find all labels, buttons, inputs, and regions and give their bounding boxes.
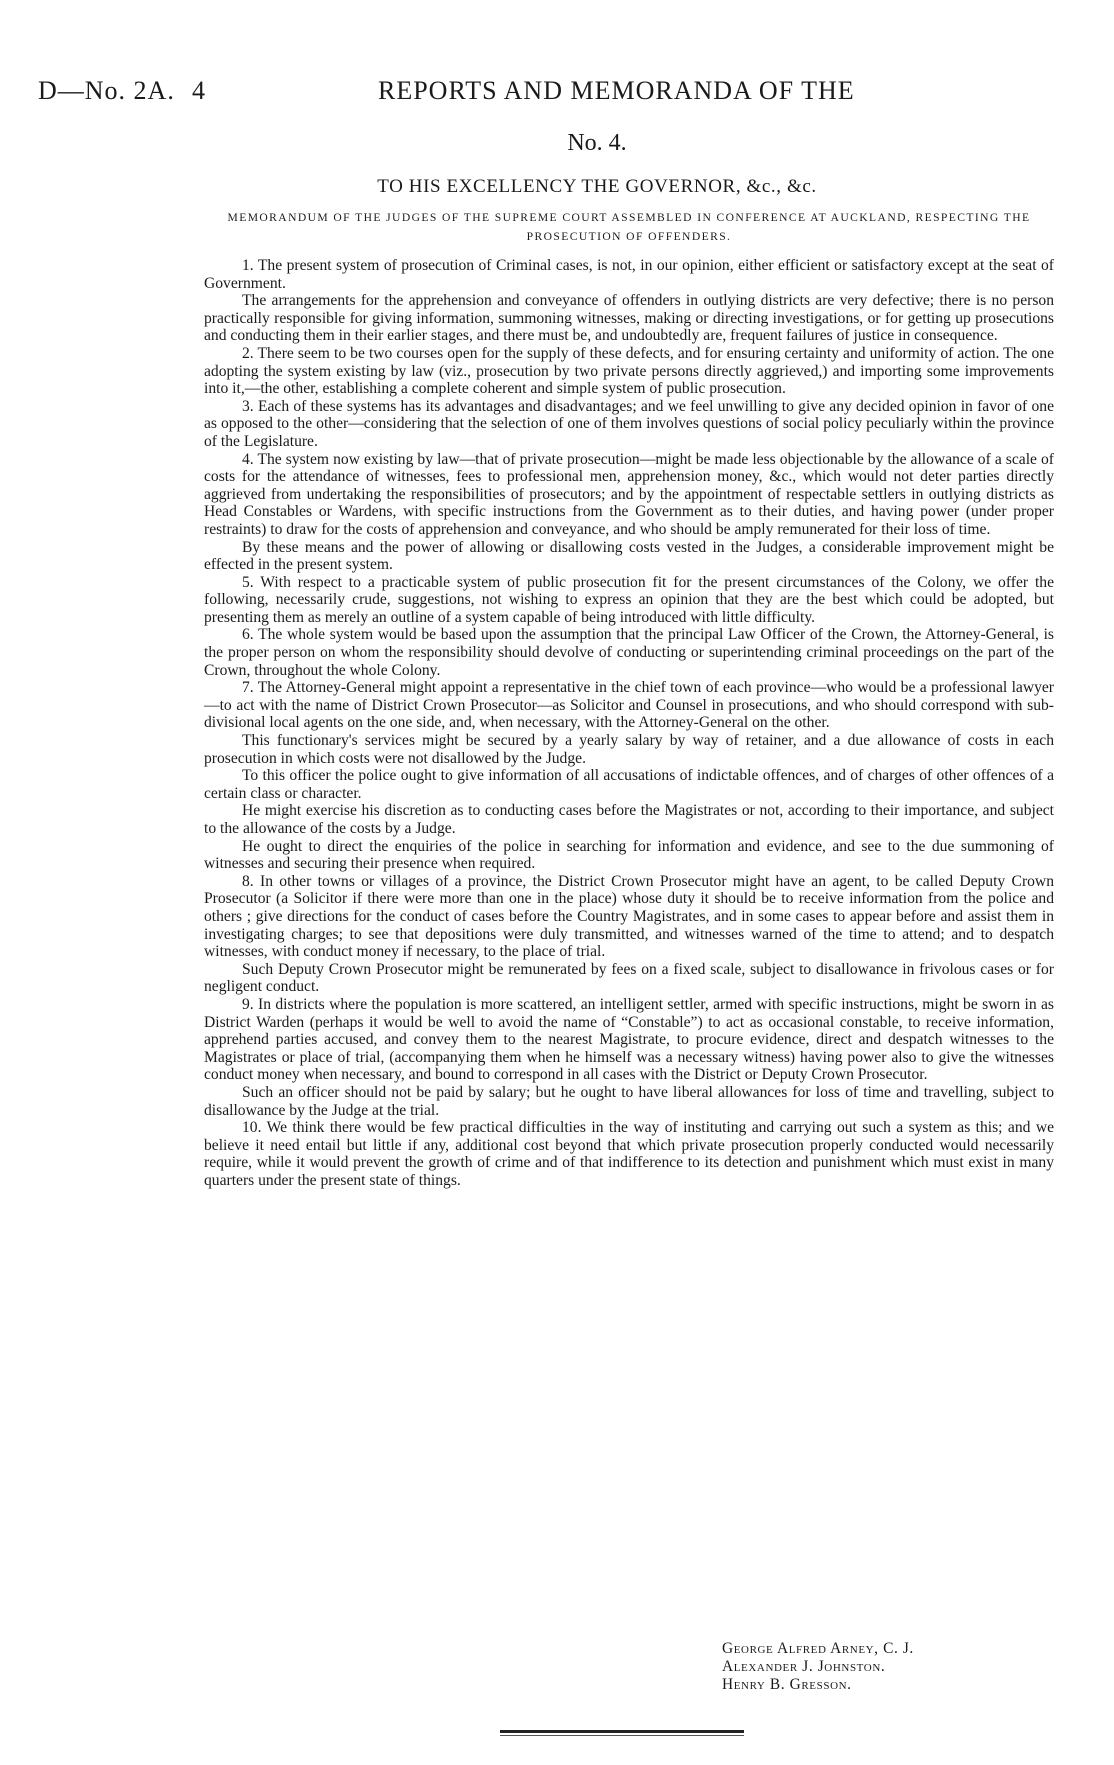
signatory-name: Alexander J. Johnston. <box>722 1658 886 1675</box>
paragraph: 6. The whole system would be based upon the assumption that the principal Law Officer of the Crown, the Attorney-General, is the proper person on whom the responsibility should devolve of conducting or superintending criminal proceedings on the part of the Crown, throughout the whole Colony. <box>204 626 1054 679</box>
memorandum-body <box>204 257 1054 1189</box>
paragraph: He might exercise his discretion as to conducting cases before the Magistrates or not, according to their importance, and subject to the allowance of the costs by a Judge. <box>204 802 1054 837</box>
paragraph: The arrangements for the apprehension and conveyance of offenders in outlying districts are very defective; there is no person practically responsible for giving information, summoning witnesses, making or directing investigations, or for getting up prosecutions and conducting them in their earlier stages, and there must be, and undoubtedly are, frequent failures of justice in consequence. <box>204 292 1054 345</box>
paragraph: 8. In other towns or villages of a province, the District Crown Prosecutor might have an agent, to be called Deputy Crown Prosecutor (a Solicitor if there were more than one in the place) whose duty it should be to receive information from the police and others ; give directions for the conduct of cases before the Country Magistrates, and in some cases to appear before and assist them in investigating charges; to see that depositions were duly transmitted, and witnesses warned of the time to attend; and to despatch witnesses, with conduct money if necessary, to the place of trial. <box>204 872 1054 961</box>
address-line: TO HIS EXCELLENCY THE GOVERNOR, &c., &c. <box>377 176 817 197</box>
paragraph: 10. We think there would be few practical difficulties in the way of instituting and carrying out such a system as this; and we believe it need entail but little if any, additional cost beyond that which private prosecution properly conducted would necessarily require, while it would prevent the growth of crime and of that indifference to its detection and punishment which must exist in many quarters under the present state of things. <box>204 1119 1054 1189</box>
document-reference: D—No. 2A. <box>38 76 175 105</box>
memorandum-title: MEMORANDUM OF THE JUDGES OF THE SUPREME COURT ASSEMBLED IN CONFERENCE AT AUCKLAND, RESPECTING THE PROSECUTION OF OFFENDERS. <box>227 211 1031 243</box>
page-number: 4 <box>192 76 205 105</box>
paragraph: Such an officer should not be paid by salary; but he ought to have liberal allowances for loss of time and travelling, subject to disallowance by the Judge at the trial. <box>204 1083 1054 1119</box>
paragraph: To this officer the police ought to give information of all accusations of indictable offences, and of charges of other offences of a certain class or character. <box>204 767 1054 802</box>
signature-block <box>722 1640 914 1694</box>
document-number: No. 4. <box>567 130 627 156</box>
running-title: REPORTS AND MEMORANDA OF THE <box>378 76 855 105</box>
signatory-name: Henry B. Gresson. <box>722 1676 852 1693</box>
paragraph: By these means and the power of allowing or disallowing costs vested in the Judges, a considerable improvement might be effected in the present system. <box>204 538 1054 574</box>
paragraph: He ought to direct the enquiries of the police in searching for information and evidence, and see to the due summoning of witnesses and securing their presence when required. <box>204 837 1054 873</box>
paragraph: 1. The present system of prosecution of Criminal cases, is not, in our opinion, either efficient or satisfactory except at the seat of Government. <box>204 257 1054 292</box>
closing-rule <box>500 1730 744 1733</box>
paragraph: 2. There seem to be two courses open for the supply of these defects, and for ensuring certainty and uniformity of action. The one adopting the system existing by law (viz., prosecution by two private persons directly aggrieved,) and importing some improvements into it,—the other, establishing a complete coherent and simple system of public prosecution. <box>204 344 1054 398</box>
paragraph: This functionary's services might be secured by a yearly salary by way of retainer, and a due allowance of costs in each prosecution in which costs were not disallowed by the Judge. <box>204 732 1054 767</box>
paragraph: 5. With respect to a practicable system of public prosecution fit for the present circumstances of the Colony, we offer the following, necessarily crude, suggestions, not wishing to express an opinion that they are the best which could be adopted, but presenting them as merely an outline of a system capable of being introduced with little difficulty. <box>204 573 1054 626</box>
signatory-name: George Alfred Arney, C. J. <box>722 1640 914 1657</box>
running-head <box>0 76 1114 116</box>
paragraph: Such Deputy Crown Prosecutor might be remunerated by fees on a fixed scale, subject to disallowance in frivolous cases or for negligent conduct. <box>204 960 1054 996</box>
paragraph: 3. Each of these systems has its advantages and disadvantages; and we feel unwilling to give any decided opinion in favor of one as opposed to the other—considering that the selection of one of them involves questions of social policy peculiarly within the province of the Legislature. <box>204 397 1054 450</box>
paragraph: 7. The Attorney-General might appoint a representative in the chief town of each province—who would be a professional lawyer—to act with the name of District Crown Prosecutor—as Solicitor and Counsel in prosecutions, and who should correspond with sub-divisional local agents on the one side, and, when necessary, with the Attorney-General on the other. <box>204 679 1054 732</box>
paragraph: 9. In districts where the population is more scattered, an intelligent settler, armed with specific instructions, might be sworn in as District Warden (perhaps it would be well to avoid the name of “Constable”) to act as occasional constable, to receive information, apprehend parties accused, and convey them to the nearest Magistrate, to procure evidence, direct and despatch witnesses to the Magistrates or place of trial, (accompanying them when he himself was a necessary witness) having power also to give the witnesses conduct money when necessary, and bound to correspond in all cases with the District or Deputy Crown Prosecutor. <box>204 995 1054 1084</box>
paragraph: 4. The system now existing by law—that of private prosecution—might be made less objectionable by the allowance of a scale of costs for the attendance of witnesses, fees to professional men, apprehension money, &c., which would not deter parties directly aggrieved from undertaking the responsibilities of prosecutors; and by the appointment of respectable settlers in outlying districts as Head Constables or Wardens, with specific instructions from the Government as to their duties, and having power (under proper restraints) to draw for the costs of apprehension and conveyance, and who should be amply remunerated for their loss of time. <box>204 450 1054 538</box>
